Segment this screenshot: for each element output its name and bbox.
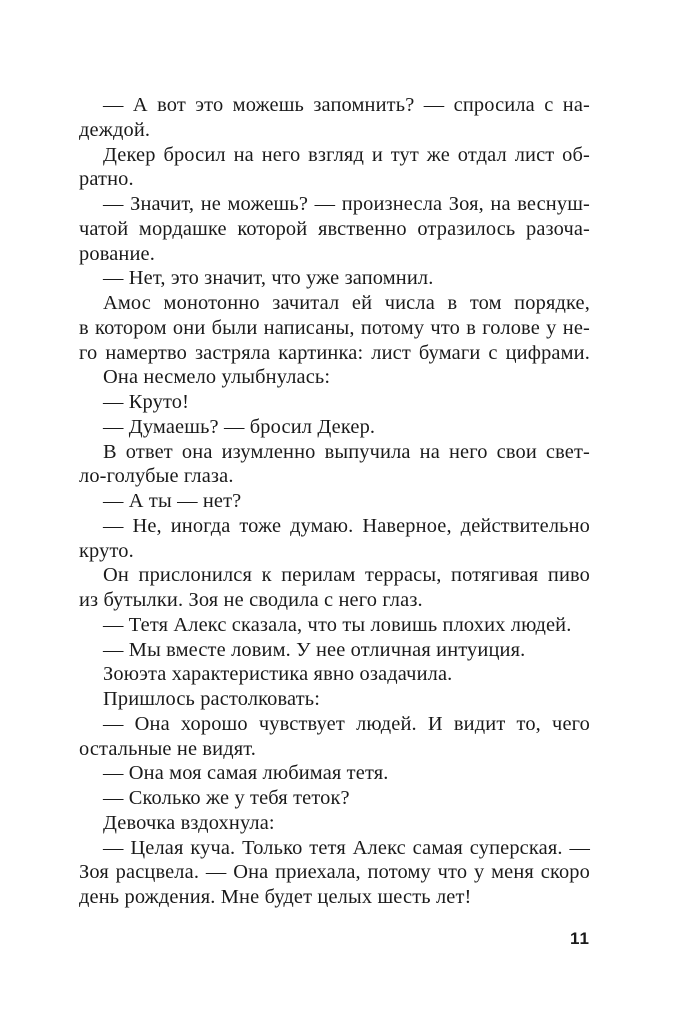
text-line: — Она моя самая любимая тетя. [103,762,389,785]
text-line: Он прислонился к перилам террасы, потягивая пиво [103,564,590,587]
text-line: — Круто! [103,391,190,413]
text-line: ло-голубые глаза. [79,465,234,488]
text-line: ратно. [79,168,134,191]
text-line: круто. [79,539,134,562]
text-line: деждой. [79,118,151,141]
text-line: — А ты — нет? [103,490,242,512]
text-line: — Сколько же у тебя теток? [103,787,350,809]
text-line: — Мы вместе ловим. У нее отличная интуиция. [103,638,526,661]
body-text [79,93,590,910]
text-line: — Думаешь? — бросил Декер. [103,415,376,438]
text-line: остальные не видят. [79,737,257,760]
text-line: — Она хорошо чувствует людей. И видит то, чего [103,712,590,735]
text-line: — Значит, не можешь? — произнесла Зоя, на веснуш- [103,193,590,215]
text-line: Декер бросил на него взгляд и тут же отдал лист об- [103,143,590,166]
text-line: — Не, иногда тоже думаю. Наверное, действительно [103,514,590,537]
text-line: Девочка вздохнула: [103,811,275,834]
text-line: чатой мордашке которой явственно отразилось разоча- [79,217,590,240]
text-line: Зоюэта характеристика явно озадачила. [103,663,453,686]
text-line: — А вот это можешь запомнить? — спросила с на- [103,94,590,116]
text-line: Амос монотонно зачитал ей числа в том порядке, [103,292,590,314]
text-line: В ответ она изумленно выпучила на него свои свет- [103,440,590,463]
text-line: из бутылки. Зоя не сводила с него глаз. [79,589,423,611]
text-line: Она несмело улыбнулась: [103,366,331,389]
text-line: день рождения. Мне будет целых шесть лет! [79,886,472,908]
text-line: Зоя расцвела. — Она приехала, потому что у меня скоро [79,861,590,884]
text-line: го намертво застряла картинка: лист бумаги с цифрами. [79,341,590,364]
text-line: Пришлось растолковать: [103,688,321,710]
text-line: — Целая куча. Только тетя Алекс самая суперская. — [103,836,590,859]
text-line: — Тетя Алекс сказала, что ты ловишь плохих людей. [103,613,572,636]
text-line: — Нет, это значит, что уже запомнил. [103,267,434,290]
text-line: в котором они были написаны, потому что в голове у не- [79,316,590,339]
text-line: рование. [79,242,155,265]
page-number: 11 [570,929,590,948]
